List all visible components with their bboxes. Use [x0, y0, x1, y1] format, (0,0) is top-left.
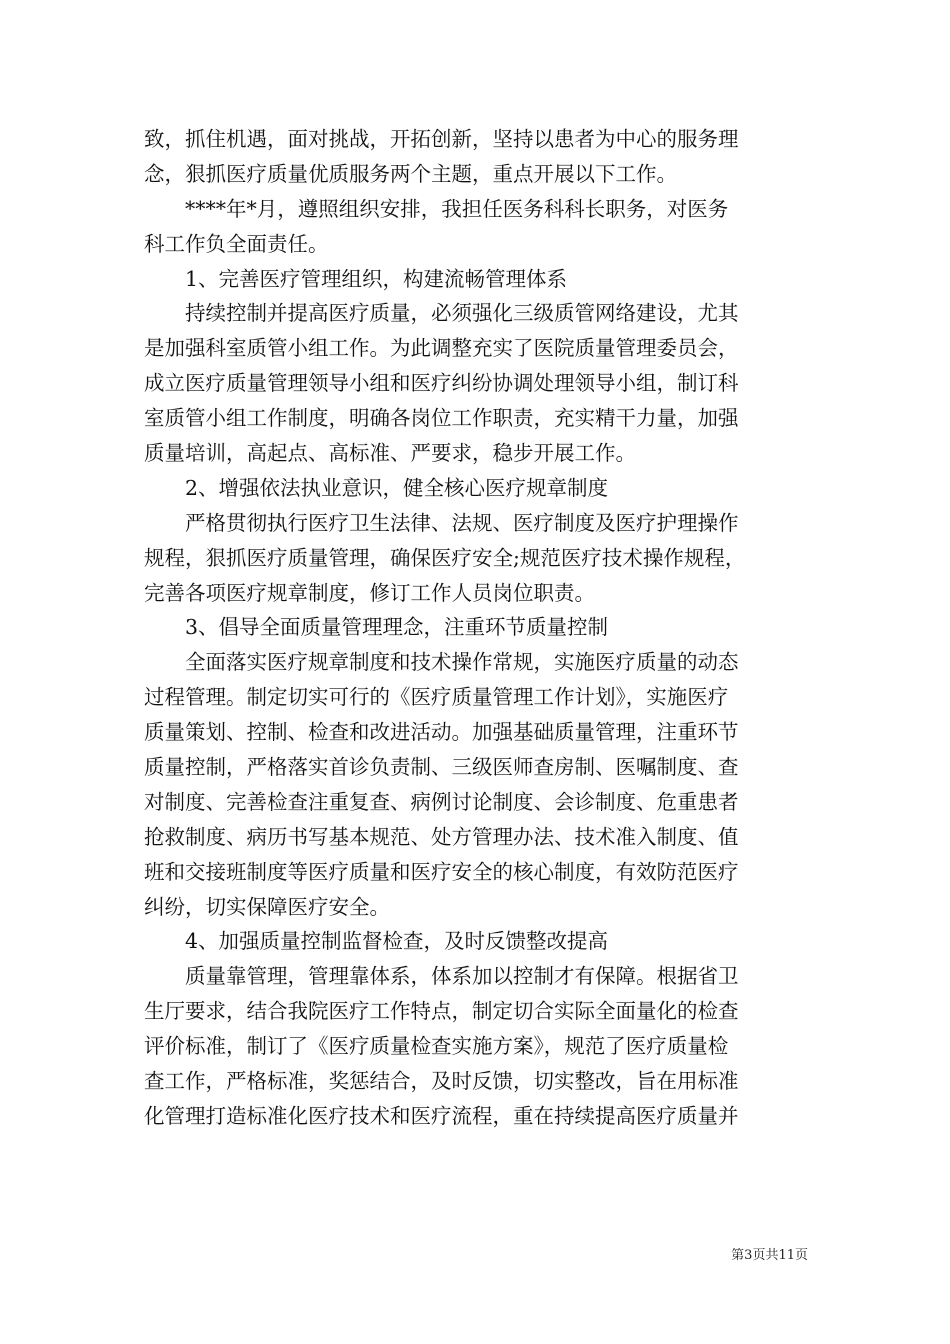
text-line: 念，狠抓医疗质量优质服务两个主题，重点开展以下工作。 [144, 161, 677, 186]
text-line: 对制度、完善检查注重复查、病例讨论制度、会诊制度、危重患者 [144, 789, 739, 814]
text-line: 室质管小组工作制度，明确各岗位工作职责，充实精干力量，加强 [144, 406, 739, 431]
text-line: 化管理打造标准化医疗技术和医疗流程，重在持续提高医疗质量并 [144, 1103, 739, 1128]
text-line: 是加强科室质管小组工作。为此调整充实了医院质量管理委员会， [144, 336, 739, 361]
text-line: 抢救制度、病历书写基本规范、处方管理办法、技术准入制度、值 [144, 824, 739, 849]
section-heading: 1、完善医疗管理组织，构建流畅管理体系 [144, 266, 568, 291]
text-line: 完善各项医疗规章制度，修订工作人员岗位职责。 [144, 580, 595, 605]
text-line: 生厅要求，结合我院医疗工作特点，制定切合实际全面量化的检查 [144, 999, 739, 1024]
body-text [144, 122, 808, 1134]
page-number: 第3页共11页 [731, 1248, 808, 1263]
text-line: 科工作负全面责任。 [144, 231, 329, 256]
text-line: 纠纷，切实保障医疗安全。 [144, 894, 390, 919]
text-line: 规程，狠抓医疗质量管理，确保医疗安全;规范医疗技术操作规程， [144, 545, 746, 570]
text-line: 成立医疗质量管理领导小组和医疗纠纷协调处理领导小组，制订科 [144, 371, 739, 396]
text-line: ****年*月，遵照组织安排，我担任医务科科长职务，对医务 [144, 196, 729, 221]
text-line: 班和交接班制度等医疗质量和医疗安全的核心制度，有效防范医疗 [144, 859, 739, 884]
text-line: 质量控制，严格落实首诊负责制、三级医师查房制、医嘱制度、查 [144, 755, 739, 780]
text-line: 评价标准，制订了《医疗质量检查实施方案》，规范了医疗质量检 [144, 1034, 729, 1059]
section-heading: 4、加强质量控制监督检查，及时反馈整改提高 [144, 929, 609, 954]
text-line: 质量培训，高起点、高标准、严要求，稳步开展工作。 [144, 441, 636, 466]
text-line: 查工作，严格标准，奖惩结合，及时反馈，切实整改，旨在用标准 [144, 1069, 739, 1094]
text-line: 质量策划、控制、检查和改进活动。加强基础质量管理，注重环节 [144, 720, 739, 745]
text-line: 严格贯彻执行医疗卫生法律、法规、医疗制度及医疗护理操作 [144, 510, 739, 535]
text-line: 致，抓住机遇，面对挑战，开拓创新，坚持以患者为中心的服务理 [144, 127, 739, 151]
text-line: 持续控制并提高医疗质量，必须强化三级质管网络建设，尤其 [144, 301, 739, 326]
text-line: 质量靠管理，管理靠体系，体系加以控制才有保障。根据省卫 [144, 964, 739, 989]
section-heading: 2、增强依法执业意识，健全核心医疗规章制度 [144, 475, 609, 500]
section-heading: 3、倡导全面质量管理理念，注重环节质量控制 [144, 615, 609, 640]
text-line: 全面落实医疗规章制度和技术操作常规，实施医疗质量的动态 [144, 650, 739, 675]
text-line: 过程管理。制定切实可行的《医疗质量管理工作计划》，实施医疗 [144, 685, 729, 710]
